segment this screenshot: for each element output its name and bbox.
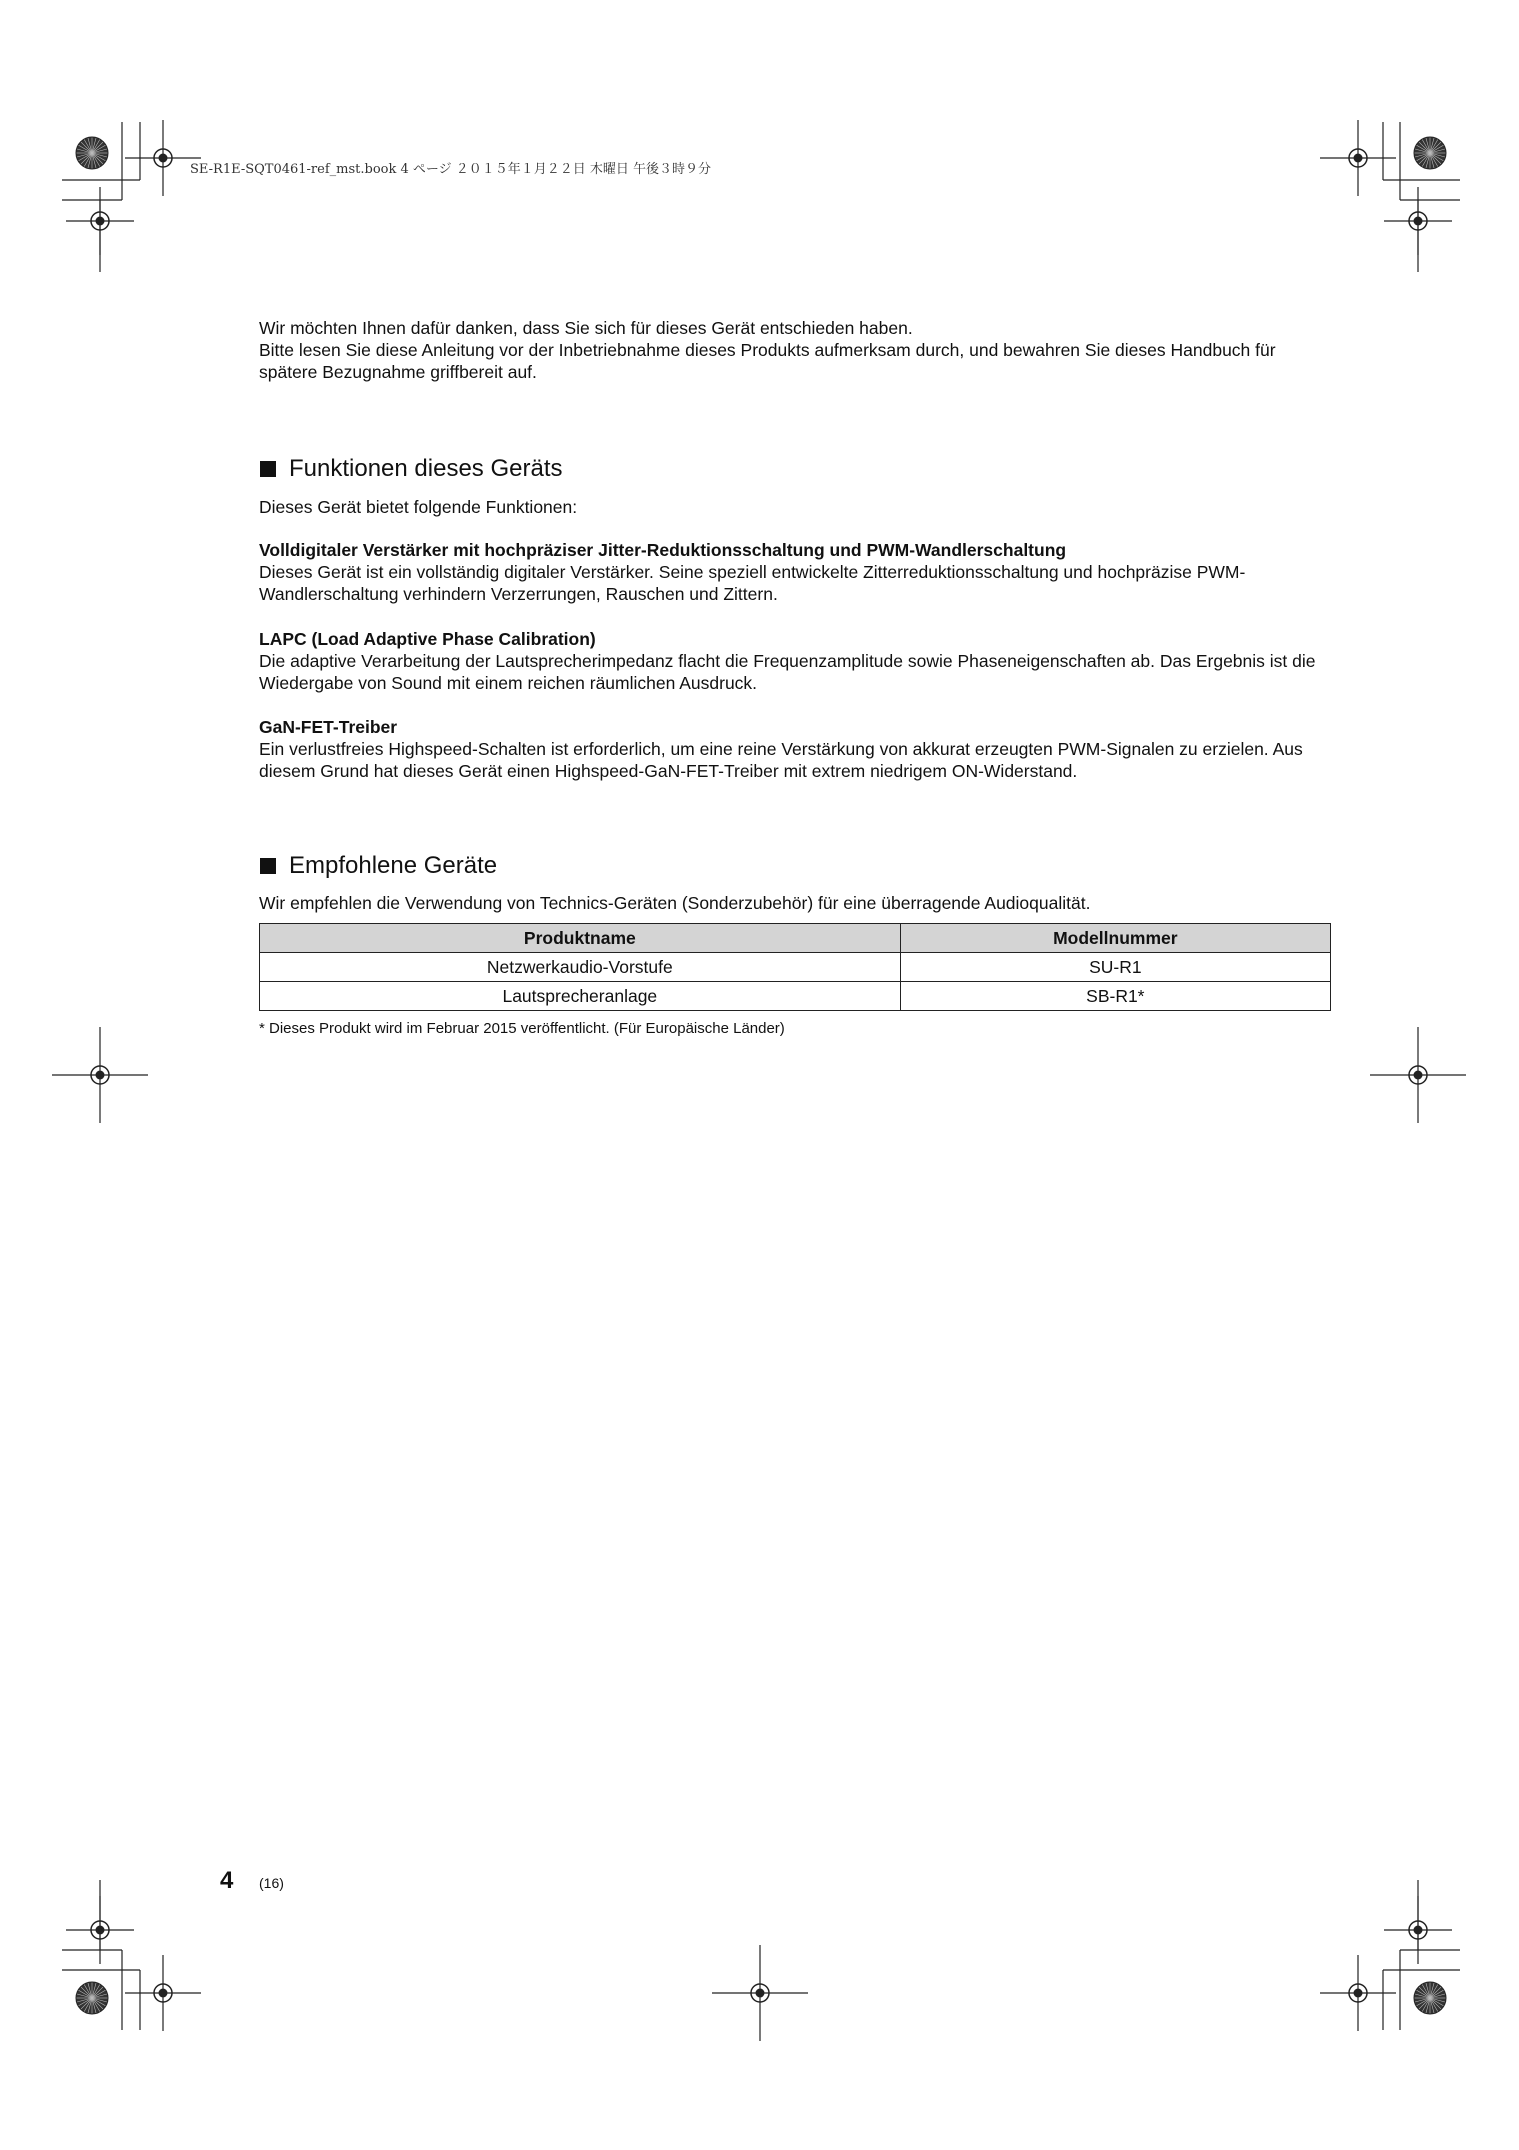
color-target-icon: [76, 1982, 108, 2014]
functions-heading: [259, 454, 1331, 484]
intro-line-2: Bitte lesen Sie diese Anleitung vor der Inbetriebnahme dieses Produkts aufmerksam durch, und bewahren Sie dieses Handbuch für spätere Bezugnahme griffbereit auf.: [259, 340, 1276, 382]
table-row: [260, 953, 1331, 982]
registration-mark-icon: [52, 1027, 148, 1123]
feature-title: Volldigitaler Verstärker mit hochpräziser Jitter-Reduktionsschaltung und PWM-Wandlerschaltung: [259, 540, 1067, 560]
feature-text: Dieses Gerät ist ein vollständig digitaler Verstärker. Seine speziell entwickelte Zitterreduktionsschaltung und hochpräzise PWM-Wandlerschaltung verhindern Verzerrungen, Rauschen und Zittern.: [259, 562, 1246, 604]
cell-product: Netzwerkaudio-Vorstufe: [260, 953, 901, 982]
square-bullet-icon: [260, 461, 276, 477]
registration-mark-icon: [1370, 1027, 1466, 1123]
table-footnote: * Dieses Produkt wird im Februar 2015 veröffentlicht. (Für Europäische Länder): [259, 1020, 785, 1037]
recommended-heading-text: Empfohlene Geräte: [289, 852, 498, 879]
registration-mark-icon: [1320, 120, 1396, 196]
color-target-icon: [76, 137, 108, 169]
feature-title: LAPC (Load Adaptive Phase Calibration): [259, 629, 596, 649]
intro-text: [259, 317, 1331, 383]
print-slug: SE-R1E-SQT0461-ref_mst.book 4 ページ ２０１５年１月２２日 木曜日 午後３時９分: [190, 162, 712, 177]
table-header-row: [260, 924, 1331, 953]
cell-model: SB-R1*: [900, 982, 1330, 1011]
column-header-product: Produktname: [260, 924, 901, 953]
registration-mark-icon: [1384, 1896, 1452, 1964]
column-header-model: Modellnummer: [900, 924, 1330, 953]
functions-heading-text: Funktionen dieses Geräts: [289, 455, 563, 482]
color-target-icon: [1414, 137, 1446, 169]
products-table: [259, 923, 1331, 1011]
registration-mark-icon: [712, 1945, 808, 2041]
intro-line-1: Wir möchten Ihnen dafür danken, dass Sie sich für dieses Gerät entschieden haben.: [259, 318, 913, 338]
recommended-subtitle: Wir empfehlen die Verwendung von Technics-Geräten (Sonderzubehör) für eine überragende Audioqualität.: [259, 893, 1091, 913]
square-bullet-icon: [260, 858, 276, 874]
recommended-heading: [259, 851, 1331, 881]
registration-mark-icon: [1320, 1955, 1396, 2031]
feature-title: GaN-FET-Treiber: [259, 717, 398, 737]
registration-mark-icon: [1384, 187, 1452, 255]
registration-mark-icon: [66, 1896, 134, 1964]
feature-text: Ein verlustfreies Highspeed-Schalten ist erforderlich, um eine reine Verstärkung von akkurat erzeugten PWM-Signalen zu erzielen. Aus diesem Grund hat dieses Gerät einen Highspeed-GaN-FET-Treiber mit extrem niedrigem ON-Widerstand.: [259, 739, 1303, 781]
cell-model: SU-R1: [900, 953, 1330, 982]
registration-mark-icon: [66, 187, 134, 255]
color-target-icon: [1414, 1982, 1446, 2014]
feature-item: [259, 716, 1331, 782]
registration-mark-icon: [125, 1955, 201, 2031]
cell-product: Lautsprecheranlage: [260, 982, 901, 1011]
page-number: 4: [220, 1867, 234, 1894]
page-total: (16): [259, 1875, 284, 1891]
functions-subtitle: Dieses Gerät bietet folgende Funktionen:: [259, 497, 578, 517]
feature-text: Die adaptive Verarbeitung der Lautsprecherimpedanz flacht die Frequenzamplitude sowie Phaseneigenschaften ab. Das Ergebnis ist die Wiedergabe von Sound mit einem reichen räumlichen Ausdruck.: [259, 651, 1316, 693]
feature-item: [259, 628, 1331, 694]
feature-item: [259, 539, 1331, 605]
table-row: [260, 982, 1331, 1011]
